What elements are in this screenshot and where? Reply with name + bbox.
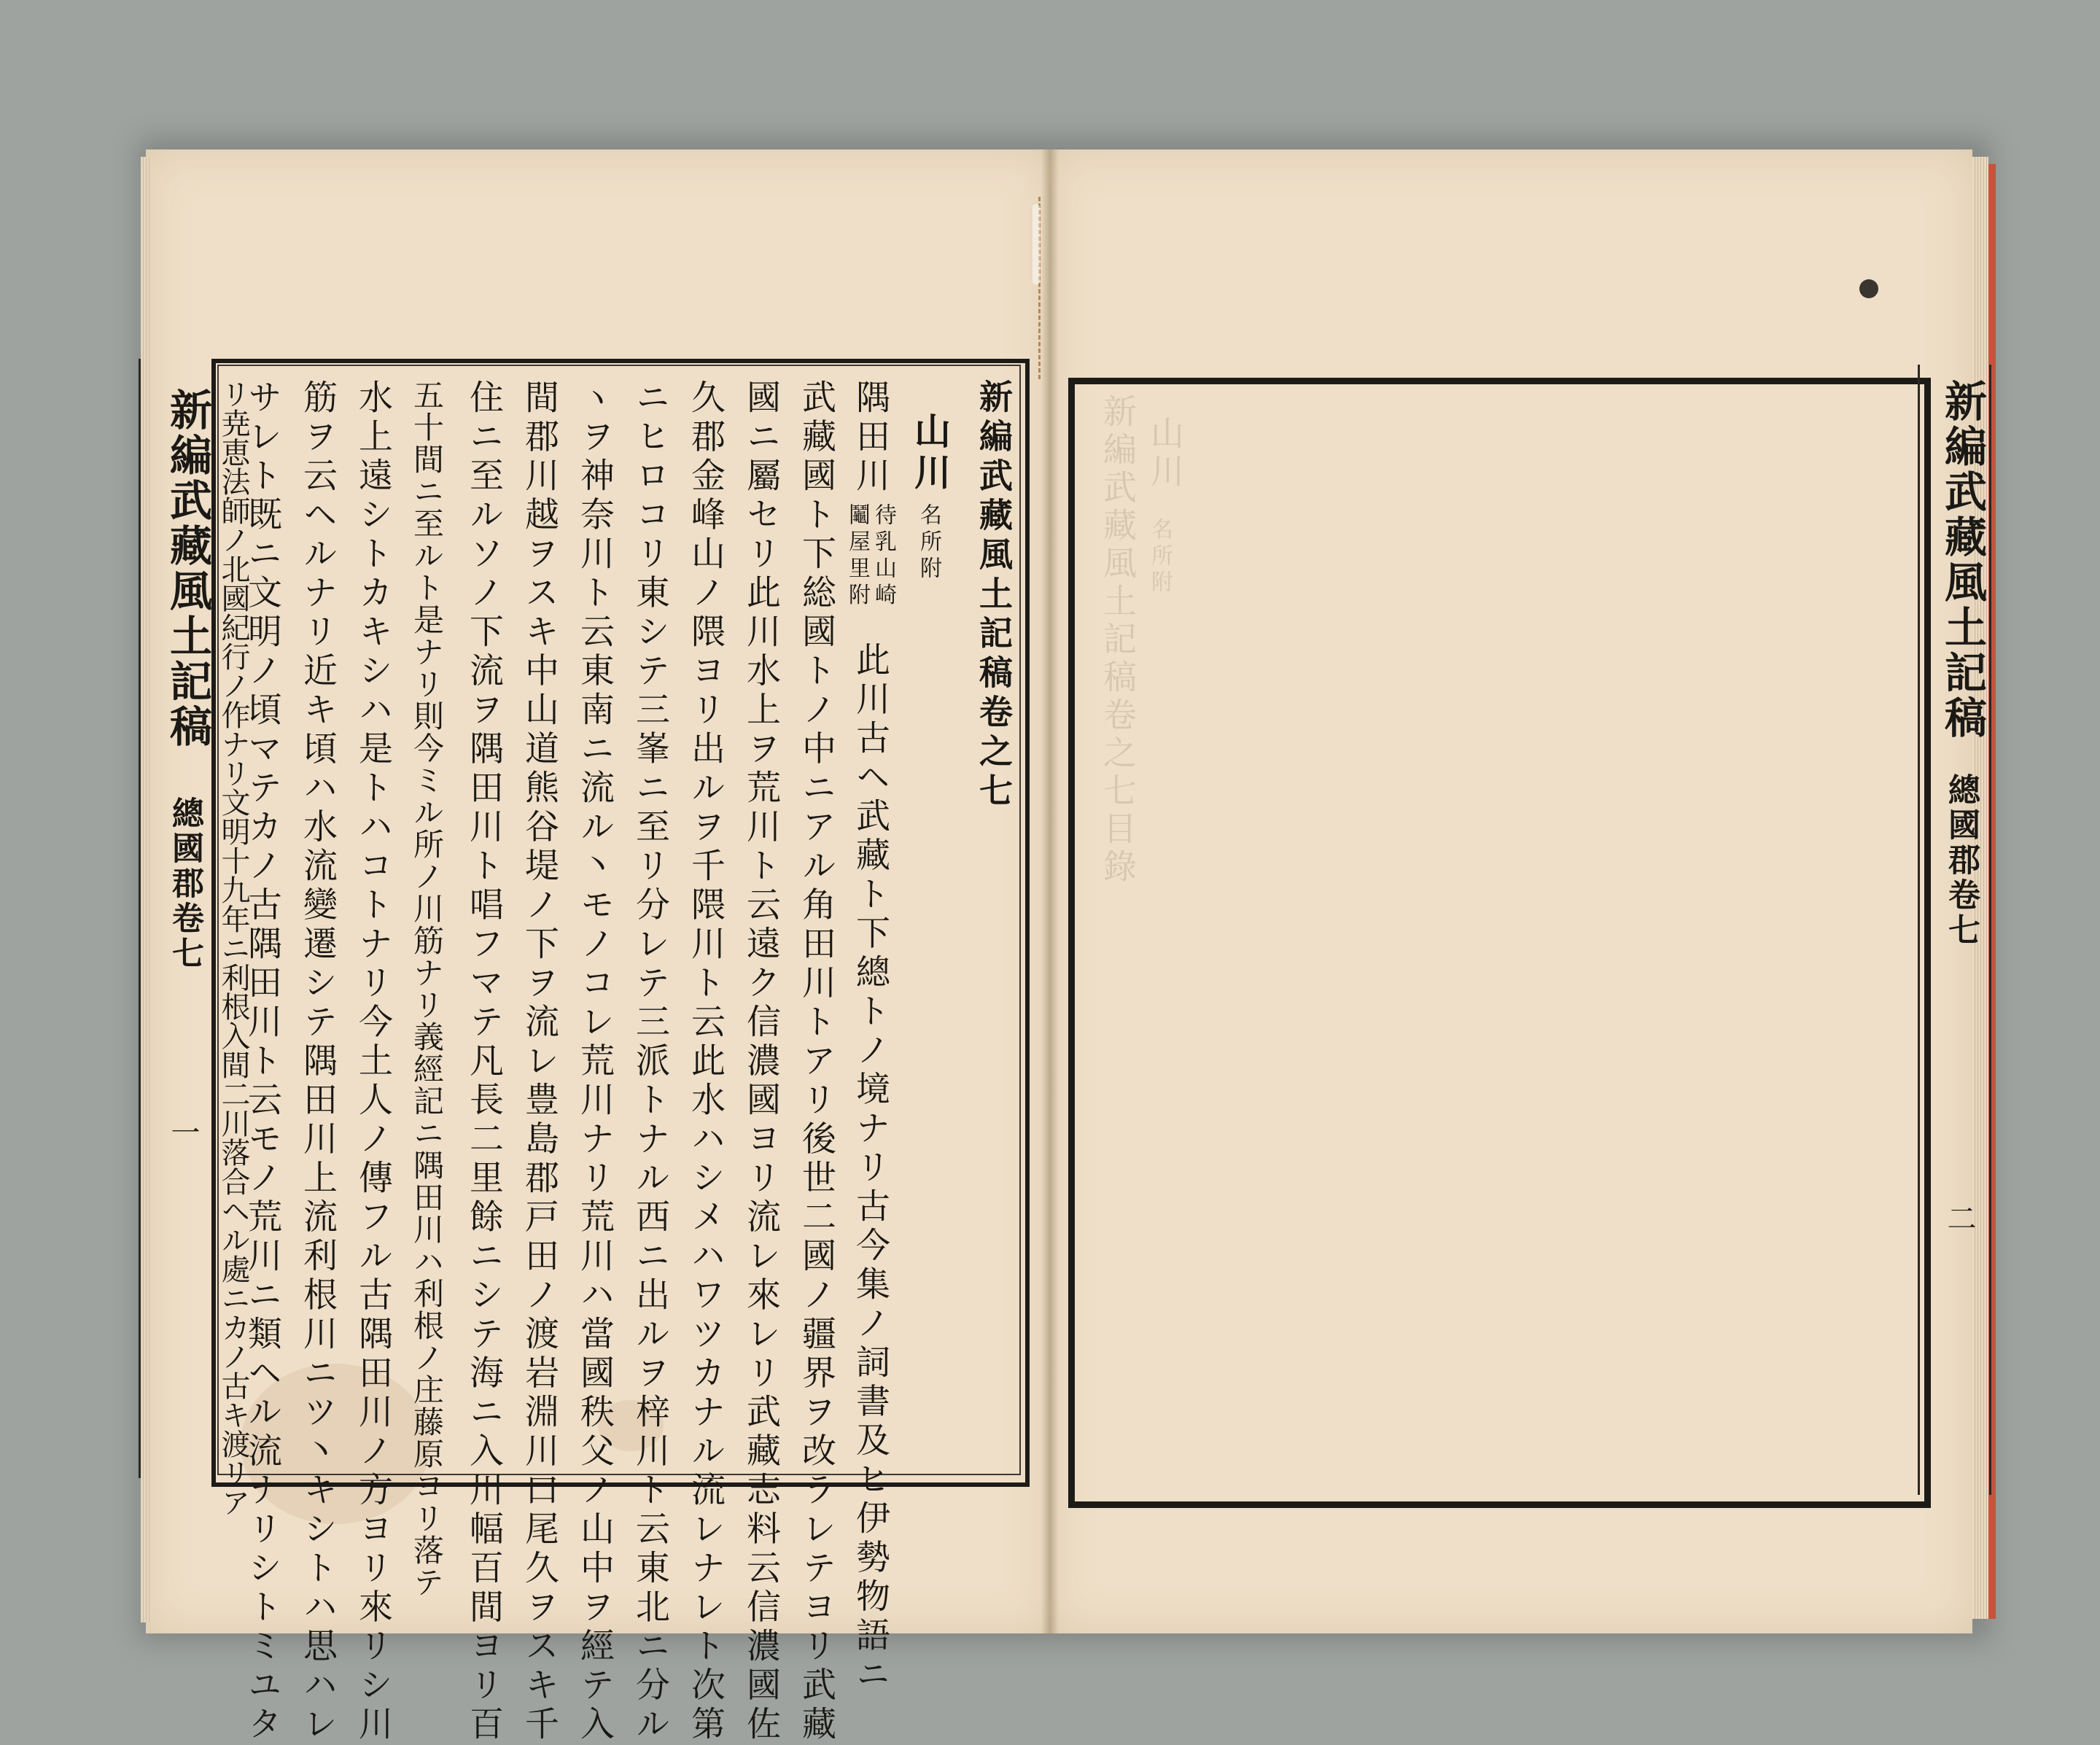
right-text-frame [1068, 378, 1931, 1508]
body-column: 筋ヲ云ヘルナリ近キ頃ハ水流變遷シテ隅田川上流利根川ニツ丶キシトハ思ハレ [298, 379, 338, 1745]
hanshin-book-title: 新編武藏風土記稿 [1937, 379, 1987, 741]
hanshin-volume: 總國郡卷七 [166, 796, 203, 971]
section-heading: 山川 [909, 412, 952, 494]
binding-thread [1038, 197, 1065, 379]
hanshin-volume: 總國郡卷七 [1942, 773, 1980, 948]
body-column: 水上遠シトカキシハ是トハコトナリ今土人ノ傳フル古隅田川ノ方ヨリ來リシ川 [353, 379, 393, 1745]
right-hanshin-margin [1918, 365, 1991, 1495]
body-column: リ尭恵法師ノ北國紀行ノ作ナリ文明十九年ニ利根入間二川落合ヘル處ニカノ古キ渡リア [217, 379, 250, 1517]
hanshin-page-number: 二 [1942, 1203, 1976, 1235]
show-through-heading: 山川 [1146, 416, 1185, 491]
body-column: 武藏國ト下総國トノ中ニアル角田川トアリ後世二國ノ疆界ヲ改ラレテヨリ武藏 [796, 379, 836, 1745]
subheading-note: 待乳山崎 [871, 503, 896, 610]
ink-spot [1859, 279, 1878, 298]
body-column: サレト既ニ文明ノ頃マテカノ古隅田川ト云モノ荒川ニ類ヘル流ナリシトミユタ [242, 379, 282, 1745]
body-column: ヽヲ神奈川ト云東南ニ流ル丶モノコレ荒川ナリ荒川ハ當國秩父ノ山中ヲ經テ入 [575, 379, 615, 1745]
body-column: 國ニ屬セリ此川水上ヲ荒川ト云遠ク信濃國ヨリ流レ來レリ武藏志料云信濃國佐 [741, 379, 781, 1745]
binding-tear [1032, 204, 1040, 284]
section-note: 名所附 [916, 503, 941, 583]
show-through-note: 名所附 [1147, 518, 1172, 596]
hanshin-page-number: 一 [166, 1117, 200, 1149]
left-hanshin-margin [139, 359, 216, 1478]
subheading-note: 鬮屋里附 [844, 503, 870, 610]
body-column: 久郡金峰山ノ隈ヨリ出ルヲ千隈川ト云此水ハシメハワツカナル流レナレト次第 [685, 379, 726, 1745]
subheading: 隅田川 [850, 379, 890, 497]
body-column: ニヒロコリ東シテ三峯ニ至リ分レテ三派トナル西ニ出ルヲ梓川ト云東北ニ分ル [630, 379, 670, 1745]
body-column: 住ニ至ルソノ下流ヲ隅田川ト唱フマテ凡長二里餘ニシテ海ニ入川幅百間ヨリ百 [464, 379, 504, 1745]
body-column: 此川古ヘ武藏ト下總トノ境ナリ古今集ノ詞書及ヒ伊勢物語ニ [850, 642, 890, 1695]
hanshin-book-title: 新編武藏風土記稿 [163, 388, 212, 750]
show-through-title: 新編武藏風土記稿卷之七目錄 [1098, 394, 1138, 887]
body-column: 間郡川越ヲスキ中山道熊谷堤ノ下ヲ流レ豊島郡戸田ノ渡岩淵川口尾久ヲスキ千 [519, 379, 559, 1745]
body-column: 五十間ニ至ルト是ナリ則今ミル所ノ川筋ナリ義經記ニ隅田川ハ利根ノ庄藤原ヨリ落テ [409, 379, 445, 1598]
chapter-title: 新編武藏風土記稿卷之七 [974, 379, 1014, 812]
left-inner-rule [217, 365, 1021, 1475]
